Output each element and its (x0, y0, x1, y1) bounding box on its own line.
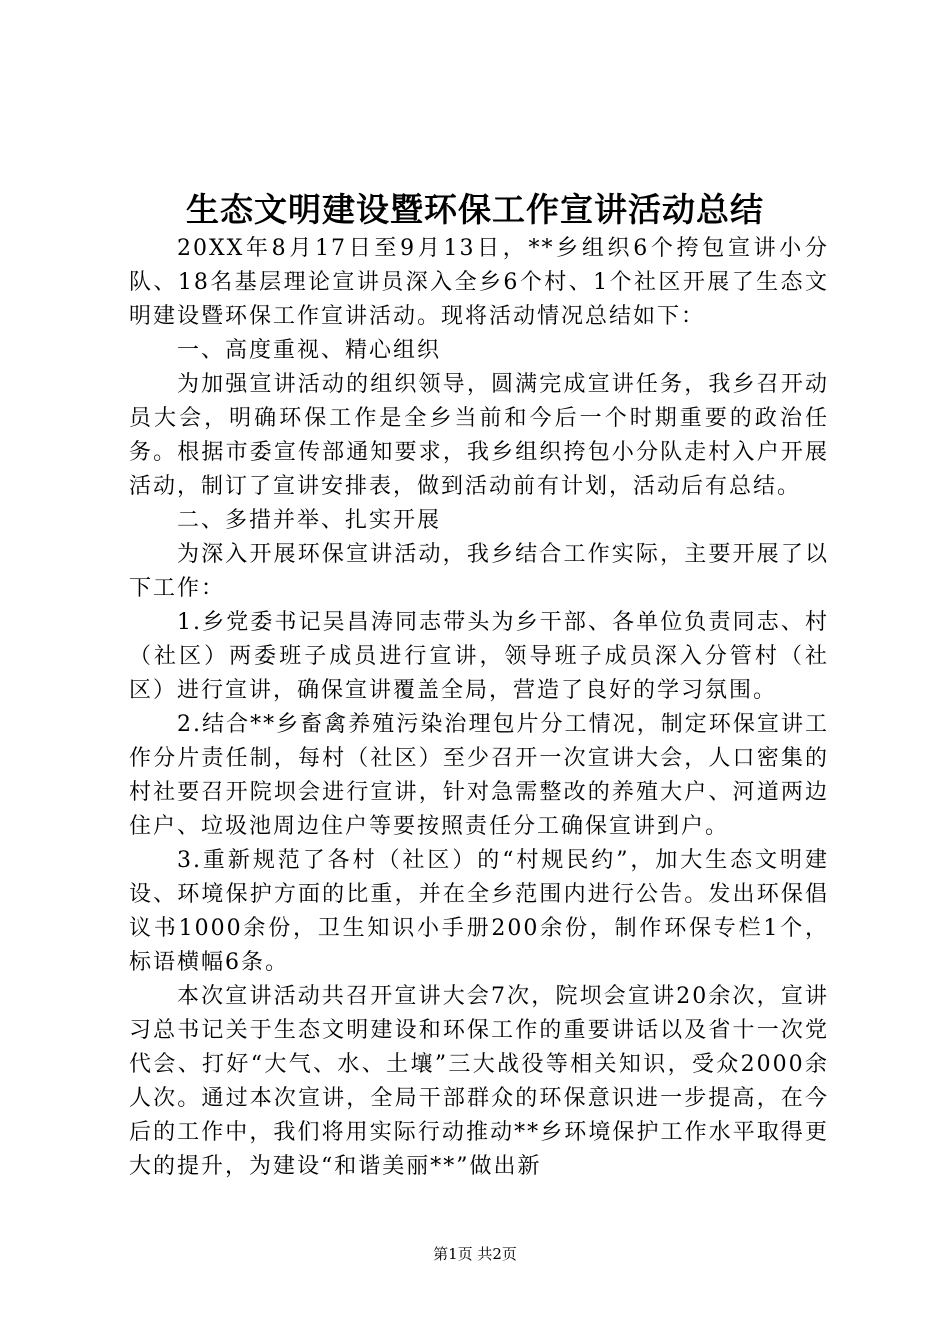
paragraph-summary: 本次宣讲活动共召开宣讲大会7次，院坝会宣讲20余次，宣讲习总书记关于生态文明建设和环保工作的重要讲话以及省十一次党代会、打好“大气、水、土壤”三大战役等相关知识，受众2000余人次。通过本次宣讲，全局干部群众的环保意识进一步提高，在今后的工作中，我们将用实际行动推动**乡环境保护工作水平取得更大的提升，为建设“和谐美丽**”做出新 (129, 984, 829, 1179)
page-footer: 第1页 共2页 (433, 1245, 517, 1263)
section-heading-2: 二、多措并举、扎实开展 (177, 508, 442, 533)
paragraph-intro: 20XX年8月17日至9月13日，**乡组织6个挎包宣讲小分队、18名基层理论宣讲员深入全乡6个村、1个社区开展了生态文明建设暨环保工作宣讲活动。现将活动情况总结如下： (129, 236, 829, 329)
document-body (129, 232, 829, 1184)
paragraph-organization: 为加强宣讲活动的组织领导，圆满完成宣讲任务，我乡召开动员大会，明确环保工作是全乡当前和今后一个时期重要的政治任务。根据市委宣传部通知要求，我乡组织挎包小分队走村入户开展活动，制订了宣讲安排表，做到活动前有计划，活动后有总结。 (129, 372, 829, 499)
paragraph-item-1: 1.乡党委书记吴昌涛同志带头为乡干部、各单位负责同志、村（社区）两委班子成员进行宣讲，领导班子成员深入分管村（社区）进行宣讲，确保宣讲覆盖全局，营造了良好的学习氛围。 (129, 610, 829, 703)
paragraph-item-2: 2.结合**乡畜禽养殖污染治理包片分工情况，制定环保宣讲工作分片责任制，每村（社区）至少召开一次宣讲大会，人口密集的村社要召开院坝会进行宣讲，针对急需整改的养殖大户、河道两边住户、垃圾池周边住户等要按照责任分工确保宣讲到户。 (129, 712, 829, 839)
section-heading-1: 一、高度重视、精心组织 (177, 338, 442, 363)
document-title: 生态文明建设暨环保工作宣讲活动总结 (186, 190, 764, 229)
paragraph-measures-intro: 为深入开展环保宣讲活动，我乡结合工作实际，主要开展了以下工作： (129, 542, 829, 601)
paragraph-item-3: 3.重新规范了各村（社区）的“村规民约”，加大生态文明建设、环境保护方面的比重，并在全乡范围内进行公告。发出环保倡议书1000余份，卫生知识小手册200余份，制作环保专栏1个，标语横幅6条。 (129, 848, 829, 975)
